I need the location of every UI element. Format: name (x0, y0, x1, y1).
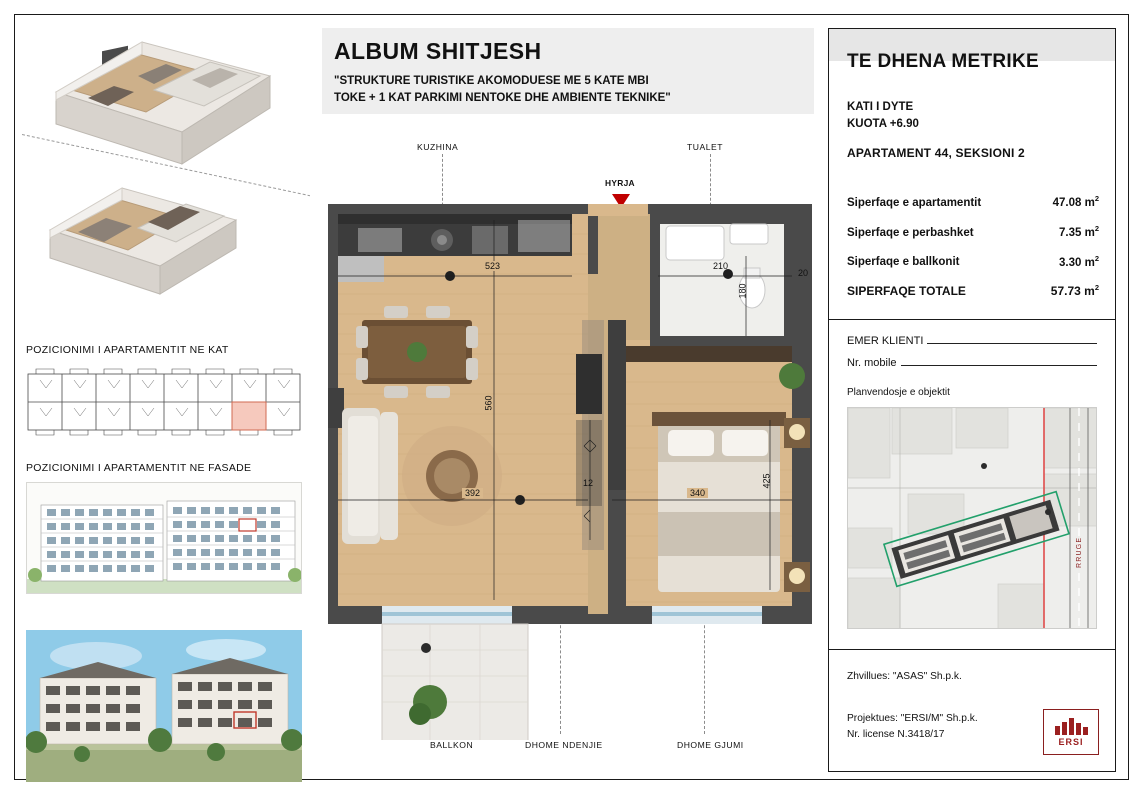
metric-unit: m (1084, 196, 1095, 209)
dim-wc-width: 210 (713, 261, 729, 271)
dim-kitchen-width: 523 (482, 261, 503, 271)
ersi-logo (1043, 709, 1099, 755)
highlighted-apartment-floor (232, 402, 266, 430)
metric-row (847, 224, 1099, 239)
panel-divider-1 (829, 319, 1115, 320)
metric-total-number: 57.73 (1050, 284, 1081, 299)
isometric-views (22, 22, 310, 332)
metric-data-panel (828, 28, 1116, 772)
metric-total-unit: m (1084, 284, 1095, 299)
floor-plan-drawing (322, 120, 822, 740)
metric-unit: m (1084, 226, 1095, 239)
page-title: ALBUM SHITJESH (334, 38, 542, 64)
key-plan-floor (26, 364, 302, 446)
floor-line-2: KUOTA +6.90 (847, 117, 919, 130)
panel-divider-2 (829, 649, 1115, 650)
site-plan-label: Planvendosje e objektit (847, 387, 950, 398)
room-tag-living: DHOME NDENJIE (525, 740, 603, 750)
license-line: Nr. license N.3418/17 (847, 729, 945, 740)
label-position-in-floor: POZICIONIMI I APARTAMENTIT NE KAT (26, 344, 229, 356)
client-name-input[interactable] (927, 334, 1097, 344)
client-mobile-row (847, 356, 1097, 369)
metric-unit: m (1084, 256, 1095, 269)
left-column (22, 22, 310, 772)
dim-bedroom-depth: 425 (761, 473, 772, 489)
logo-text: ERSI (1058, 736, 1084, 747)
entry-label: HYRJA (605, 178, 635, 188)
metric-number: 7.35 (1059, 226, 1082, 239)
metric-total-label: SIPERFAQE TOTALE (847, 284, 966, 299)
logo-building-icon (1055, 718, 1088, 735)
client-mobile-input[interactable] (901, 356, 1097, 366)
metrics-list (847, 194, 1099, 313)
metric-value (1059, 224, 1099, 239)
metric-number: 3.30 (1059, 256, 1082, 269)
client-name-label: EMER KLIENTI (847, 335, 924, 347)
label-position-in-facade: POZICIONIMI I APARTAMENTIT NE FASADE (26, 462, 252, 474)
metric-number: 47.08 (1052, 196, 1082, 209)
metric-total-unit-exponent: 2 (1094, 283, 1099, 293)
dim-corridor-width: 12 (583, 478, 594, 488)
floor-info (847, 99, 919, 132)
dim-wc-depth: 180 (737, 283, 748, 299)
developer-line: Zhvillues: "ASAS" Sh.p.k. (847, 671, 962, 682)
metric-value (1059, 254, 1099, 269)
metric-label: Siperfaqe e apartamentit (847, 196, 982, 209)
metric-row (847, 194, 1099, 209)
floor-line-1: KATI I DYTE (847, 101, 914, 113)
client-fields (847, 334, 1097, 378)
metric-row-total (847, 283, 1099, 298)
facade-elevation-image (26, 482, 302, 594)
room-tag-balcony: BALLKON (430, 740, 474, 750)
metric-value (1053, 194, 1099, 209)
room-tag-wc: TUALET (687, 142, 723, 152)
apartment-id: APARTAMENT 44, SEKSIONI 2 (847, 146, 1025, 160)
designer-line: Projektues: "ERSI/M" Sh.p.k. (847, 713, 978, 724)
metric-unit-exponent: 2 (1094, 223, 1099, 233)
metric-label: Siperfaqe e ballkonit (847, 256, 960, 269)
metric-unit-exponent: 2 (1094, 194, 1099, 203)
title-block (322, 28, 814, 114)
room-tag-bedroom: DHOME GJUMI (677, 740, 744, 750)
client-name-row (847, 334, 1097, 347)
floor-plan (322, 120, 822, 770)
metric-label: Siperfaqe e perbashket (847, 226, 974, 239)
dim-living-depth: 560 (483, 395, 494, 411)
dim-bedroom-width: 340 (687, 488, 708, 498)
title-subtitle-line1: "STRUKTURE TURISTIKE AKOMODUESE ME 5 KATE MBI (334, 75, 649, 87)
isometric-view-upper (42, 28, 282, 174)
client-mobile-label: Nr. mobile (847, 357, 897, 369)
dim-living-width: 392 (462, 488, 483, 498)
metric-row (847, 254, 1099, 269)
metric-unit-exponent: 2 (1094, 253, 1099, 263)
title-subtitle-line2: TOKE + 1 KAT PARKIMI NENTOKE DHE AMBIENTE TEKNIKE" (334, 91, 671, 104)
panel-title: TE DHENA METRIKE (847, 51, 1039, 72)
isometric-view-lower (40, 172, 245, 302)
svg-text:RRUGE: RRUGE (1076, 536, 1083, 568)
metric-total-value (1051, 283, 1099, 298)
dim-wc-right: 20 (798, 268, 809, 278)
site-plan-map (847, 407, 1097, 629)
room-tag-kitchen: KUZHINA (417, 142, 459, 152)
building-render-image (26, 630, 302, 782)
